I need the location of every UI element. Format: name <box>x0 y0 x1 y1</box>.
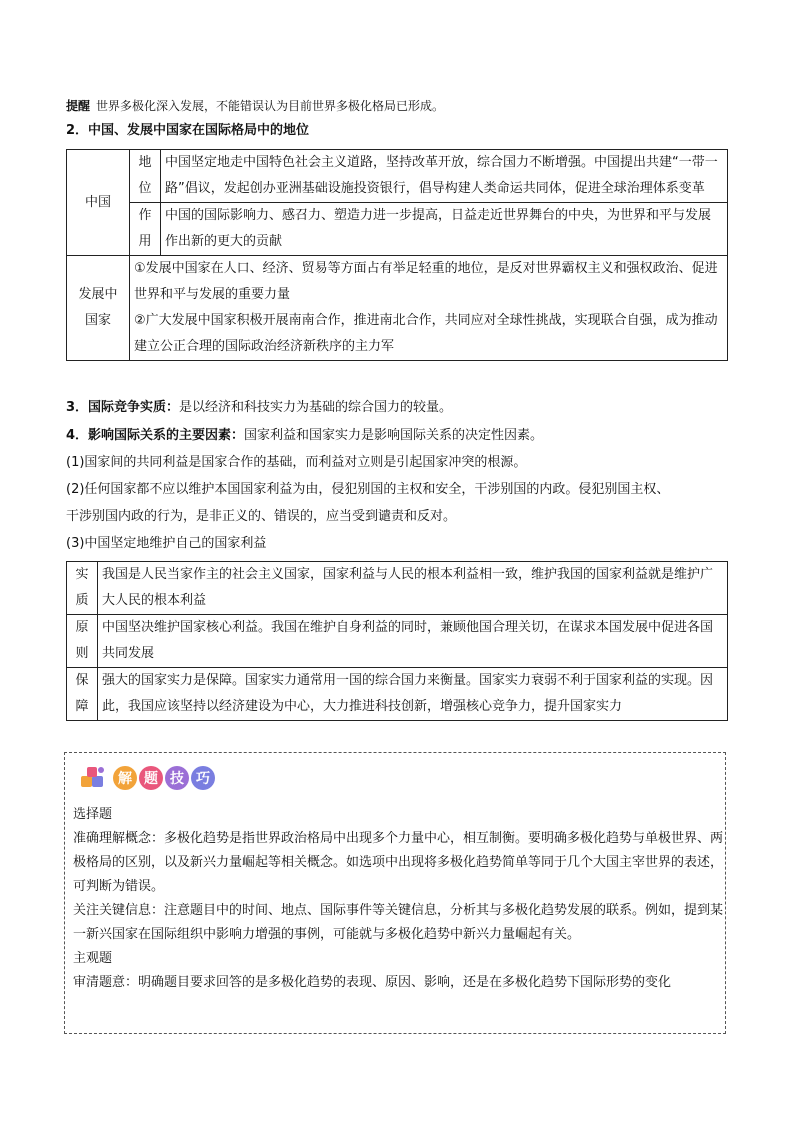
developing-point-1: ①发展中国家在人口、经济、贸易等方面占有举足轻重的地位，是反对世界霸权主义和强权政治、促进世界和平与发展的重要力量 <box>134 261 718 302</box>
position-text: 中国坚定地走中国特色社会主义道路，坚持改革开放，综合国力不断增强。中国提出共建“一带一路”倡议，发起创办亚洲基础设施投资银行，倡导构建人类命运共同体，促进全球治理体系变革 <box>161 150 728 203</box>
status-table <box>66 149 728 361</box>
china-label: 中国 <box>67 150 130 256</box>
badge-4: 巧 <box>191 766 215 790</box>
badge-1: 解 <box>113 766 137 790</box>
tips-header <box>79 763 217 793</box>
role-text: 中国的国际影响力、感召力、塑造力进一步提高，日益走近世界舞台的中央，为世界和平与发展作出新的更大的贡献 <box>161 203 728 256</box>
guarantee-text: 强大的国家实力是保障。国家实力通常用一国的综合国力来衡量。国家实力衰弱不利于国家利益的实现。因此，我国应该坚持以经济建设为中心，大力推进科技创新，增强核心竞争力，提升国家实力 <box>98 668 728 721</box>
choice-heading: 选择题 <box>73 807 113 822</box>
subjective-paragraph-1: 审清题意：明确题目要求回答的是多极化趋势的表现、原因、影响，还是在多极化趋势下国际形势的变化 <box>73 975 672 990</box>
point-2-line-1: (2)任何国家都不应以维护本国国家利益为由，侵犯别国的主权和安全，干涉别国的内政。侵犯别国主权、 <box>66 482 670 497</box>
tips-body <box>73 803 723 995</box>
principle-label: 原则 <box>67 615 98 668</box>
essence-label: 实质 <box>67 562 98 615</box>
section-3 <box>66 398 452 418</box>
badge-2: 题 <box>139 766 163 790</box>
role-label: 作用 <box>130 203 161 256</box>
choice-paragraph-1: 准确理解概念：多极化趋势是指世界政治格局中出现多个力量中心，相互制衡。要明确多极化趋势与单极世界、两极格局的区别，以及新兴力量崛起等相关概念。如选项中出现将多极化趋势简单等同于几个大国主宰世界的表述，可判断为错误。 <box>73 831 724 894</box>
interest-table <box>66 561 728 721</box>
essence-text: 我国是人民当家作主的社会主义国家，国家利益与人民的根本利益相一致，维护我国的国家利益就是维护广大人民的根本利益 <box>98 562 728 615</box>
section-2-title: 2．中国、发展中国家在国际格局中的地位 <box>66 123 310 138</box>
developing-content <box>130 256 728 361</box>
section-3-text: 是以经济和科技实力为基础的综合国力的较量。 <box>179 400 453 415</box>
tip-text: 世界多极化深入发展，不能错误认为目前世界多极化格局已形成。 <box>96 99 445 113</box>
guarantee-label: 保障 <box>67 668 98 721</box>
puzzle-icon <box>79 764 107 792</box>
choice-paragraph-2: 关注关键信息：注意题目中的时间、地点、国际事件等关键信息，分析其与多极化趋势发展的联系。例如，提到某一新兴国家在国际组织中影响力增强的事例，可能就与多极化趋势中新兴力量崛起有关。 <box>73 903 724 942</box>
subjective-heading: 主观题 <box>73 951 113 966</box>
tips-box <box>64 752 726 1034</box>
badge-3: 技 <box>165 766 189 790</box>
point-3: (3)中国坚定地维护自己的国家利益 <box>66 536 267 551</box>
section-3-label: 3．国际竞争实质： <box>66 400 180 415</box>
tip-note <box>66 96 444 116</box>
principle-text: 中国坚决维护国家核心利益。我国在维护自身利益的同时，兼顾他国合理关切，在谋求本国发展中促进各国共同发展 <box>98 615 728 668</box>
developing-point-2: ②广大发展中国家积极开展南南合作，推进南北合作，共同应对全球性挑战，实现联合自强，成为推动建立公正合理的国际政治经济新秩序的主力军 <box>134 313 718 354</box>
section-4-text: 国家利益和国家实力是影响国际关系的决定性因素。 <box>244 428 544 443</box>
section-4 <box>66 426 543 446</box>
position-label: 地位 <box>130 150 161 203</box>
section-4-label: 4．影响国际关系的主要因素： <box>66 428 245 443</box>
point-1: (1)国家间的共同利益是国家合作的基础，而利益对立则是引起国家冲突的根源。 <box>66 455 527 470</box>
point-2-line-2: 干涉别国内政的行为，是非正义的、错误的，应当受到谴责和反对。 <box>66 509 457 524</box>
tip-label: 提醒 <box>66 99 91 113</box>
developing-label: 发展中国家 <box>67 256 130 361</box>
